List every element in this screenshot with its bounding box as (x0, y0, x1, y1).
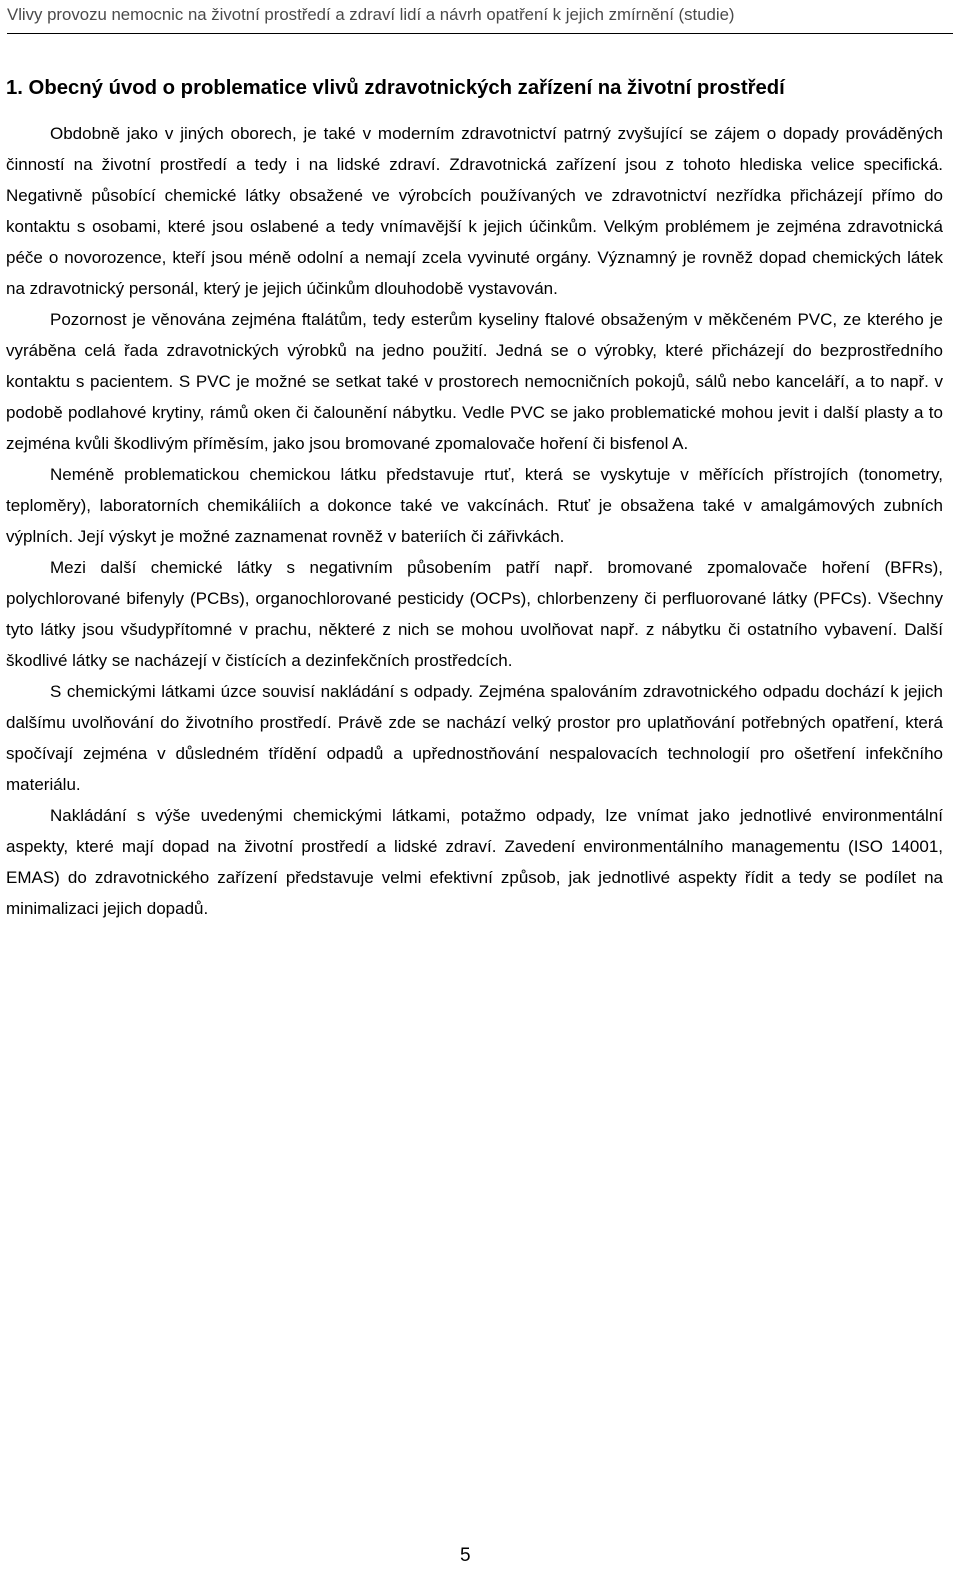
page-number: 5 (460, 1545, 471, 1566)
paragraph-2: Pozornost je věnována zejména ftalátům, tedy esterům kyseliny ftalové obsaženým v měkčeném PVC, ze kterého je vyráběna celá řada zdravotnických výrobků na jedno použití. Jedná se o výrobky, které přicházejí do bezprostředního kontaktu s pacientem. S PVC je možné se setkat také v prostorech nemocničních pokojů, sálů nebo kanceláří, a to např. v podobě podlahové krytiny, rámů oken či čalounění nábytku. Vedle PVC se jako problematické mohou jevit i další plasty a to zejména kvůli škodlivým příměsím, jako jsou bromované zpomalovače hoření či bisfenol A. (6, 310, 943, 453)
paragraph-5: S chemickými látkami úzce souvisí nakládání s odpady. Zejména spalováním zdravotnického odpadu dochází k jejich dalšímu uvolňování do životního prostředí. Právě zde se nachází velký prostor pro uplatňování potřebných opatření, která spočívají zejména v důsledném třídění odpadů a upřednostňování nespalovacích technologií pro ošetření infekčního materiálu. (6, 682, 943, 794)
paragraph-4: Mezi další chemické látky s negativním působením patří např. bromované zpomalovače hoření (BFRs), polychlorované bifenyly (PCBs), organochlorované pesticidy (OCPs), chlorbenzeny či perfluorované látky (PFCs). Všechny tyto látky jsou všudypřítomné v prachu, některé z nich se mohou uvolňovat např. z nábytku či ostatního vybavení. Další škodlivé látky se nacházejí v čistících a dezinfekčních prostředcích. (6, 558, 943, 670)
paragraph-1: Obdobně jako v jiných oborech, je také v moderním zdravotnictví patrný zvyšující se zájem o dopady prováděných činností na životní prostředí a tedy i na lidské zdraví. Zdravotnická zařízení jsou z tohoto hlediska velice specifická. Negativně působící chemické látky obsažené ve výrobcích používaných ve zdravotnictví nezřídka přicházejí přímo do kontaktu s osobami, které jsou oslabené a tedy vnímavější k jejich účinkům. Velkým problémem je zejména zdravotnická péče o novorozence, kteří jsou méně odolní a nemají zcela vyvinuté orgány. Významný je rovněž dopad chemických látek na zdravotnický personál, který je jejich účinkům dlouhodobě vystavován. (6, 124, 943, 298)
running-header: Vlivy provozu nemocnic na životní prostředí a zdraví lidí a návrh opatření k jejich zmírnění (studie) (7, 4, 953, 34)
page-content (6, 72, 943, 924)
paragraph-6: Nakládání s výše uvedenými chemickými látkami, potažmo odpady, lze vnímat jako jednotlivé environmentální aspekty, které mají dopad na životní prostředí a lidské zdraví. Zavedení environmentálního managementu (ISO 14001, EMAS) do zdravotnického zařízení představuje velmi efektivní způsob, jak jednotlivé aspekty řídit a tedy se podílet na minimalizaci jejich dopadů. (6, 806, 943, 918)
section-heading: 1. Obecný úvod o problematice vlivů zdravotnických zařízení na životní prostředí (6, 77, 785, 99)
paragraph-3: Neméně problematickou chemickou látku představuje rtuť, která se vyskytuje v měřících přístrojích (tonometry, teploměry), laboratorních chemikáliích a dokonce také ve vakcínách. Rtuť je obsažena také v amalgámových zubních výplních. Její výskyt je možné zaznamenat rovněž v bateriích či zářivkách. (6, 465, 943, 546)
